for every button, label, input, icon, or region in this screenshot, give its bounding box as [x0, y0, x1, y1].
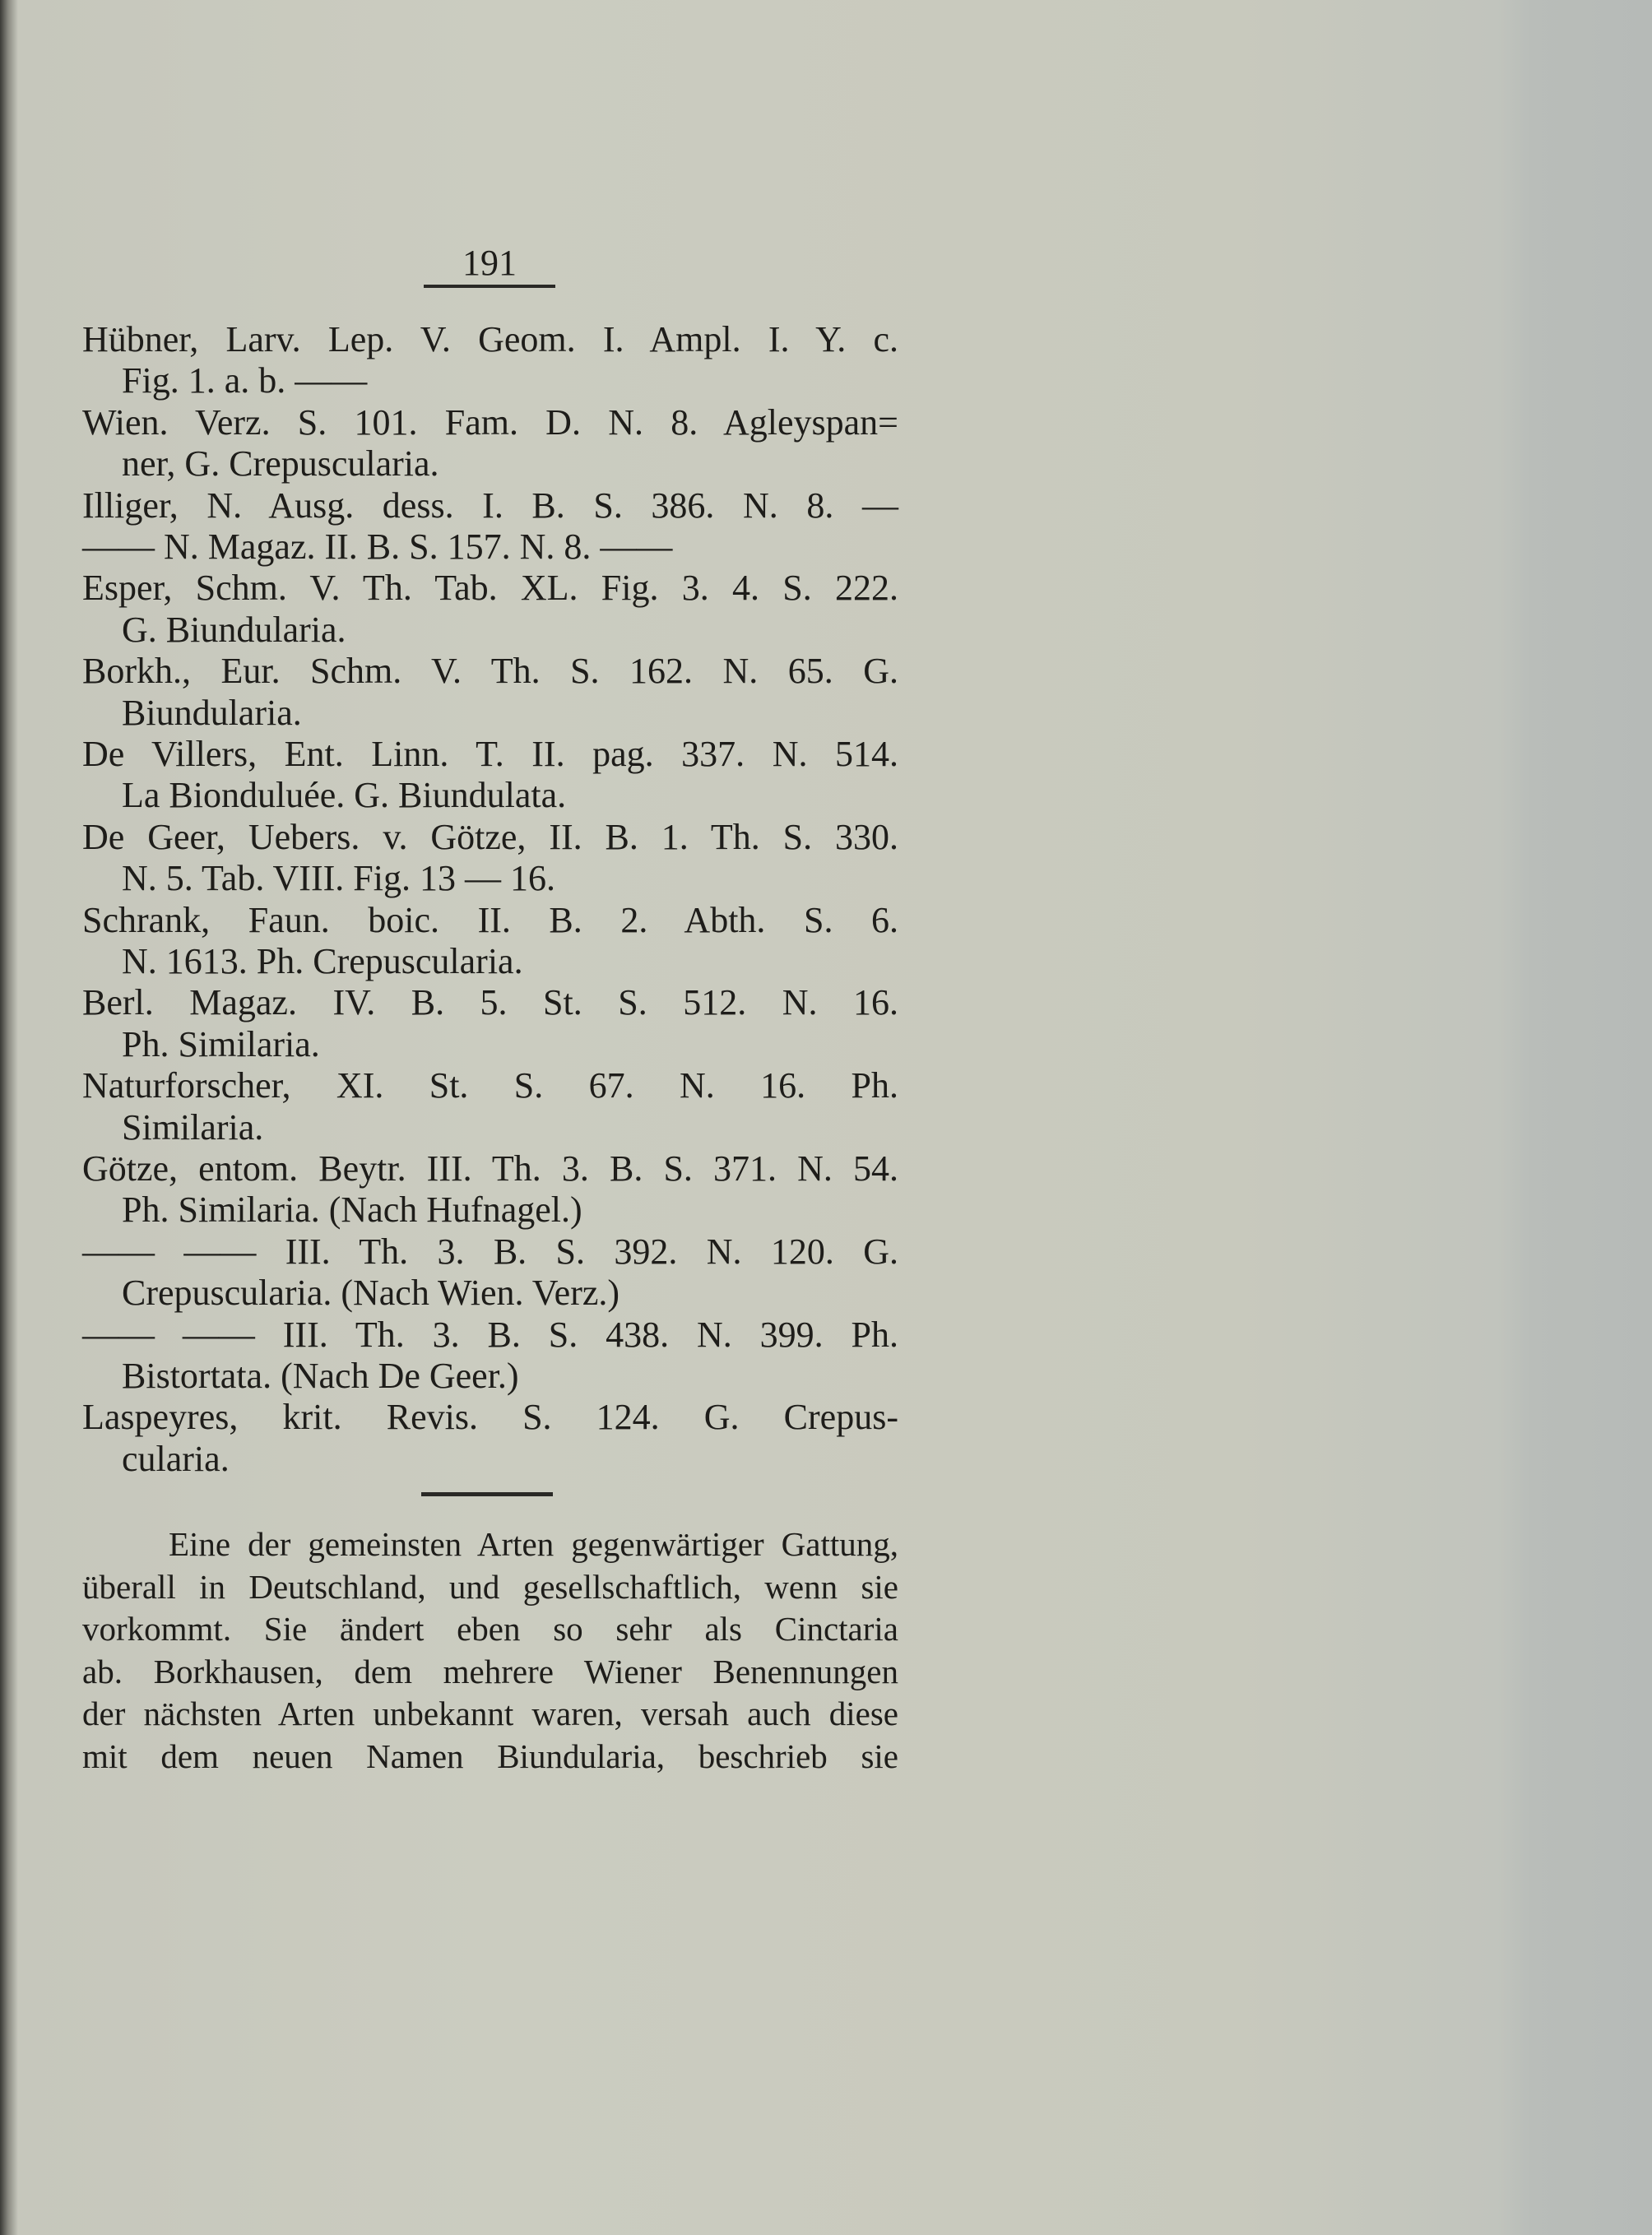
- reference-line: —— N. Magaz. II. B. S. 157. N. 8. ——: [82, 526, 673, 567]
- reference-line: Esper, Schm. V. Th. Tab. XL. Fig. 3. 4. S. 222.: [82, 568, 898, 609]
- reference-line: Ph. Similaria.: [122, 1023, 320, 1064]
- reference-line: Naturforscher, XI. St. S. 67. N. 16. Ph.: [82, 1065, 898, 1106]
- reference-line: —— —— III. Th. 3. B. S. 392. N. 120. G.: [82, 1231, 898, 1272]
- reference-line: Laspeyres, krit. Revis. S. 124. G. Crepus-: [82, 1397, 898, 1438]
- page-number: 191: [462, 243, 517, 283]
- paragraph-line: vorkommt. Sie ändert eben so sehr als Cinctaria: [82, 1610, 898, 1648]
- paragraph-line: überall in Deutschland, und gesellschaftlich, wenn sie: [82, 1567, 898, 1606]
- reference-line: Crepuscularia. (Nach Wien. Verz.): [122, 1273, 620, 1314]
- paragraph-line: ab. Borkhausen, dem mehrere Wiener Benennungen: [82, 1652, 898, 1690]
- reference-line: Götze, entom. Beytr. III. Th. 3. B. S. 371. N. 54.: [82, 1148, 898, 1189]
- reference-line: Ph. Similaria. (Nach Hufnagel.): [122, 1189, 582, 1231]
- reference-line: N. 1613. Ph. Crepuscularia.: [122, 941, 523, 981]
- reference-line: Berl. Magaz. IV. B. 5. St. S. 512. N. 16.: [82, 982, 898, 1023]
- section-divider: [421, 1492, 553, 1496]
- reference-line: De Geer, Uebers. v. Götze, II. B. 1. Th. S. 330.: [82, 816, 898, 857]
- page-number-rule: [424, 285, 555, 288]
- reference-line: Borkh., Eur. Schm. V. Th. S. 162. N. 65. G.: [82, 651, 898, 692]
- paragraph-line: mit dem neuen Namen Biundularia, beschrieb sie: [82, 1737, 898, 1775]
- reference-line: Similaria.: [122, 1106, 264, 1148]
- reference-line: ner, G. Crepuscularia.: [122, 443, 439, 485]
- reference-line: La Bionduluée. G. Biundulata.: [122, 775, 567, 816]
- reference-line: Hübner, Larv. Lep. V. Geom. I. Ampl. I. Y. c.: [82, 319, 898, 359]
- reference-line: cularia.: [122, 1438, 230, 1479]
- reference-line: Illiger, N. Ausg. dess. I. B. S. 386. N. 8. —: [82, 485, 898, 526]
- reference-line: —— —— III. Th. 3. B. S. 438. N. 399. Ph.: [82, 1314, 898, 1355]
- reference-line: De Villers, Ent. Linn. T. II. pag. 337. N. 514.: [82, 734, 898, 774]
- reference-line: Fig. 1. a. b. ——: [122, 360, 368, 401]
- reference-line: Bistortata. (Nach De Geer.): [122, 1356, 519, 1396]
- reference-line: Biundularia.: [122, 692, 302, 733]
- reference-line: G. Biundularia.: [122, 609, 346, 650]
- reference-line: Wien. Verz. S. 101. Fam. D. N. 8. Agleyspan=: [82, 401, 898, 443]
- paragraph-line: der nächsten Arten unbekannt waren, versah auch diese: [82, 1695, 898, 1732]
- paragraph-line: Eine der gemeinsten Arten gegenwärtiger Gattung,: [169, 1525, 898, 1563]
- reference-line: N. 5. Tab. VIII. Fig. 13 — 16.: [122, 858, 555, 899]
- reference-line: Schrank, Faun. boic. II. B. 2. Abth. S. 6.: [82, 899, 898, 940]
